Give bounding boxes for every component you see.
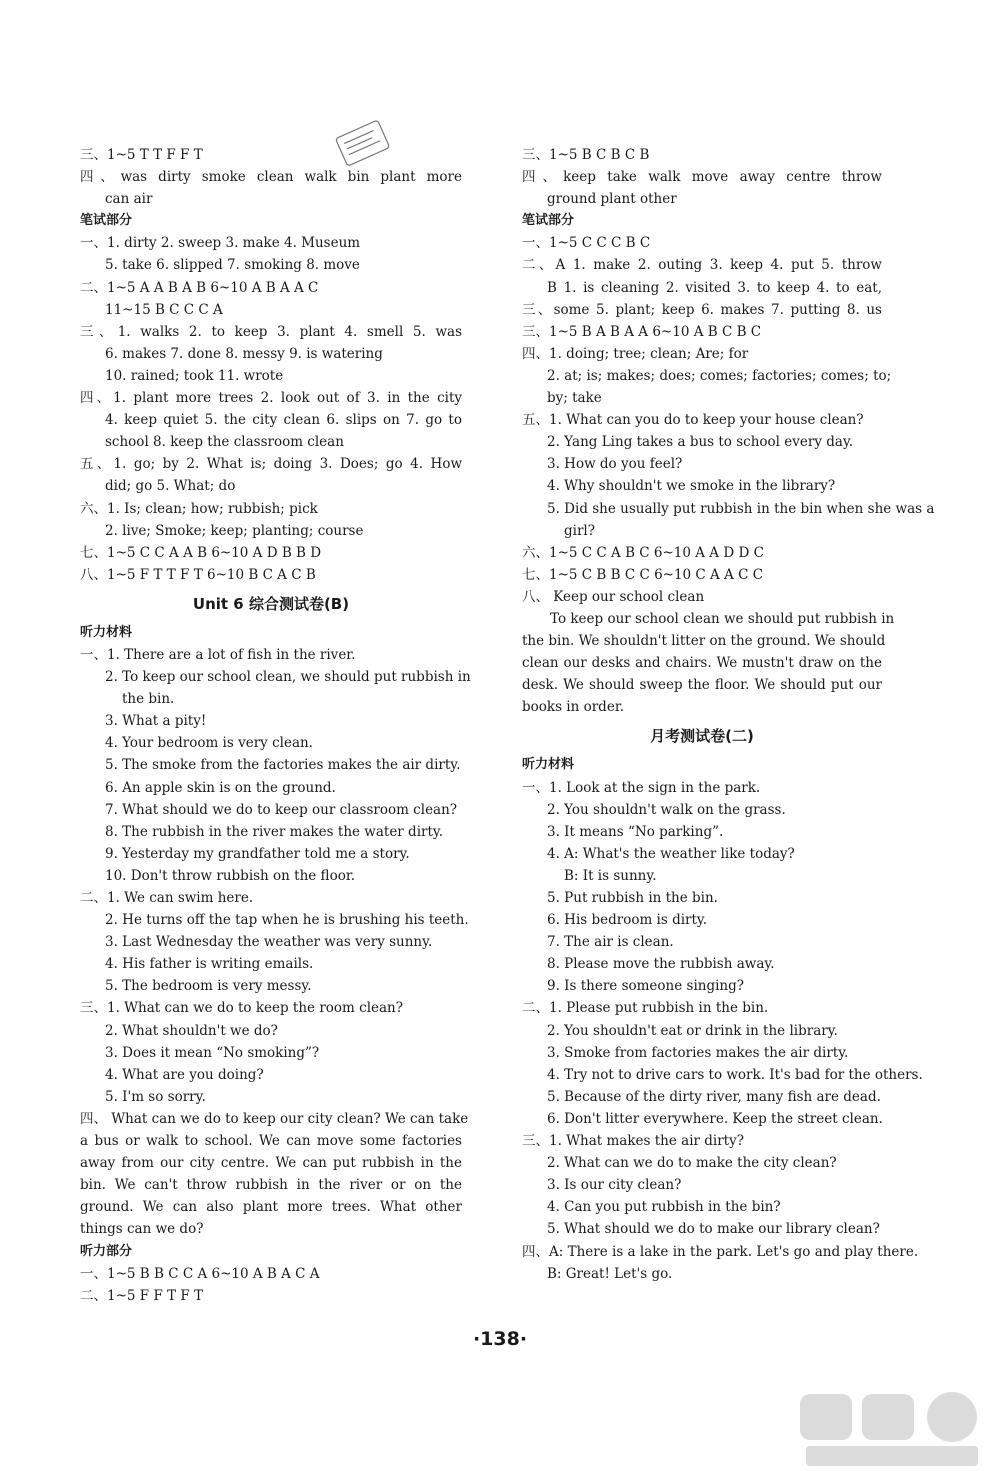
section-heading: 听力材料 bbox=[522, 757, 575, 773]
answer-line: the bin. We shouldn't litter on the ground. We should bbox=[522, 633, 886, 650]
answer-line: things can we do? bbox=[80, 1221, 204, 1238]
answer-line: 4. A: What's the weather like today? bbox=[547, 845, 795, 862]
answer-line: 9. Is there someone singing? bbox=[547, 978, 744, 995]
answer-line: 一、1~5 C C C B C bbox=[522, 235, 651, 252]
section-heading: 听力材料 bbox=[80, 624, 133, 640]
answer-line: 5. The bedroom is very messy. bbox=[105, 978, 312, 995]
answer-line: 6. An apple skin is on the ground. bbox=[105, 779, 336, 796]
section-title: Unit 6 综合测试卷(B) bbox=[192, 594, 350, 613]
answer-line: 一、1. Look at the sign in the park. bbox=[522, 779, 761, 796]
answer-line: 四、keep take walk move away centre throw bbox=[522, 169, 882, 186]
answer-line: 五、1. What can you do to keep your house clean? bbox=[522, 412, 864, 429]
answer-line: 3. Is our city clean? bbox=[547, 1177, 682, 1194]
answer-line: 七、1~5 C B B C C 6~10 C A A C C bbox=[522, 566, 764, 583]
answer-line: B 1. is cleaning 2. visited 3. to keep 4. to eat, bbox=[547, 279, 882, 296]
answer-line: 三、1~5 T T F F T bbox=[80, 147, 203, 163]
answer-line: 四、A: There is a lake in the park. Let's go and play there. bbox=[522, 1243, 919, 1260]
answer-line: 2. What shouldn't we do? bbox=[105, 1022, 278, 1039]
answer-line: 二、1~5 F F T F T bbox=[80, 1287, 204, 1304]
answer-line: a bus or walk to school. We can move some factories bbox=[80, 1133, 462, 1150]
section-heading: 听力部分 bbox=[80, 1243, 133, 1259]
answer-line: 四、1. doing; tree; clean; Are; for bbox=[522, 345, 749, 362]
answer-line: 3. How do you feel? bbox=[547, 456, 683, 473]
stamp-image bbox=[330, 118, 396, 170]
answer-line: 10. rained; took 11. wrote bbox=[105, 367, 284, 384]
answer-line: 5. I'm so sorry. bbox=[105, 1088, 206, 1105]
answer-line: 2. Yang Ling takes a bus to school every day. bbox=[547, 434, 854, 451]
answer-line: 7. The air is clean. bbox=[547, 934, 674, 951]
answer-line: 3. It means “No parking”. bbox=[547, 823, 724, 840]
answer-line: 9. Yesterday my grandfather told me a story. bbox=[105, 845, 410, 862]
answer-line: bin. We can't throw rubbish in the river or on the bbox=[80, 1177, 462, 1194]
answer-line: 3. Smoke from factories makes the air dirty. bbox=[547, 1044, 849, 1061]
answer-line: 4. Your bedroom is very clean. bbox=[105, 735, 313, 752]
left-column bbox=[80, 144, 471, 1307]
answer-line: 4. keep quiet 5. the city clean 6. slips on 7. go to bbox=[105, 412, 462, 429]
answer-line: 4. Why shouldn't we smoke in the library? bbox=[547, 478, 836, 495]
answer-line: 2. He turns off the tap when he is brushing his teeth. bbox=[105, 912, 469, 929]
answer-line: 5. take 6. slipped 7. smoking 8. move bbox=[105, 257, 360, 274]
answer-line: 11~15 B C C C A bbox=[105, 301, 223, 318]
answer-line: 6. His bedroom is dirty. bbox=[547, 912, 708, 929]
answer-line: 四、 What can we do to keep our city clean? We can take bbox=[80, 1110, 469, 1127]
right-column bbox=[522, 144, 935, 1285]
answer-line: 3. Does it mean “No smoking”? bbox=[105, 1044, 320, 1061]
answer-line: 四、was dirty smoke clean walk bin plant more bbox=[80, 169, 462, 186]
answer-line: by; take bbox=[547, 390, 602, 407]
answer-line: ground. We can also plant more trees. What other bbox=[80, 1199, 462, 1216]
answer-line: 5. Put rubbish in the bin. bbox=[547, 890, 718, 906]
answer-line: away from our city centre. We can put rubbish in the bbox=[80, 1155, 462, 1172]
answer-line: 二、1~5 A A B A B 6~10 A B A A C bbox=[80, 279, 319, 296]
answer-line: 8. The rubbish in the river makes the water dirty. bbox=[105, 823, 444, 840]
answer-line: 2. at; is; makes; does; comes; factories; comes; to; bbox=[547, 367, 892, 384]
section-heading: 笔试部分 bbox=[80, 213, 133, 229]
answer-line: 三、1~5 B A B A A 6~10 A B C B C bbox=[522, 323, 762, 340]
answer-line: 一、1. There are a lot of fish in the river. bbox=[80, 646, 356, 663]
page-number: ·138· bbox=[472, 1328, 528, 1350]
answer-line: 5. Because of the dirty river, many fish are dead. bbox=[547, 1088, 881, 1105]
answer-line: can air bbox=[105, 191, 153, 208]
answer-line: 一、1~5 B B C C A 6~10 A B A C A bbox=[80, 1265, 320, 1282]
answer-line: 四、1. plant more trees 2. look out of 3. in the city bbox=[80, 390, 462, 407]
answer-line: B: Great! Let's go. bbox=[547, 1265, 673, 1282]
answer-line: 二、1. We can swim here. bbox=[80, 890, 254, 906]
answer-line: 三、1. What makes the air dirty? bbox=[522, 1133, 744, 1150]
answer-line: 七、1~5 C C A A B 6~10 A D B B D bbox=[80, 544, 322, 561]
answer-line: 五、1. go; by 2. What is; doing 3. Does; go 4. How bbox=[80, 456, 462, 473]
answer-line: desk. We should sweep the floor. We should put our bbox=[522, 677, 882, 694]
answer-line: 六、1. Is; clean; how; rubbish; pick bbox=[80, 500, 318, 517]
answer-line: 2. You shouldn't eat or drink in the library. bbox=[547, 1022, 838, 1039]
answer-line: 6. makes 7. done 8. messy 9. is watering bbox=[105, 345, 383, 362]
answer-line: 八、 Keep our school clean bbox=[522, 588, 705, 605]
answer-line: 10. Don't throw rubbish on the floor. bbox=[105, 867, 356, 884]
answer-line: did; go 5. What; do bbox=[105, 478, 236, 495]
answer-line: 二、1. Please put rubbish in the bin. bbox=[522, 1000, 769, 1017]
watermark-logo bbox=[796, 1390, 988, 1470]
answer-line: 八、1~5 F T T F T 6~10 B C A C B bbox=[80, 566, 316, 583]
answer-line: 5. The smoke from the factories makes the air dirty. bbox=[105, 757, 461, 774]
answer-line: 三、some 5. plant; keep 6. makes 7. putting 8. us bbox=[522, 301, 882, 318]
answer-line: To keep our school clean we should put rubbish in bbox=[550, 610, 895, 627]
answer-line: 4. What are you doing? bbox=[105, 1066, 264, 1083]
answer-line: 2. You shouldn't walk on the grass. bbox=[547, 801, 786, 818]
answer-line: 8. Please move the rubbish away. bbox=[547, 956, 775, 973]
answer-line: 3. What a pity! bbox=[105, 713, 207, 730]
answer-line: 二、A 1. make 2. outing 3. keep 4. put 5. throw bbox=[522, 257, 882, 274]
answer-line: the bin. bbox=[122, 691, 175, 708]
answer-line: 7. What should we do to keep our classroom clean? bbox=[105, 801, 458, 818]
answer-line: 2. What can we do to make the city clean? bbox=[547, 1155, 837, 1172]
answer-line: ground plant other bbox=[547, 191, 677, 208]
answer-line: 5. Did she usually put rubbish in the bin when she was a bbox=[547, 500, 935, 517]
answer-line: B: It is sunny. bbox=[564, 867, 657, 884]
answer-line: 4. His father is writing emails. bbox=[105, 956, 314, 973]
section-heading: 笔试部分 bbox=[522, 213, 575, 229]
answer-line: girl? bbox=[564, 522, 595, 539]
answer-line: 一、1. dirty 2. sweep 3. make 4. Museum bbox=[80, 235, 361, 252]
answer-line: 六、1~5 C C A B C 6~10 A A D D C bbox=[522, 544, 764, 561]
answer-line: 3. Last Wednesday the weather was very sunny. bbox=[105, 934, 433, 951]
section-title: 月考测试卷(二) bbox=[650, 727, 754, 746]
answer-line: 三、1. What can we do to keep the room clean? bbox=[80, 1000, 403, 1017]
answer-line: 三、1~5 B C B C B bbox=[522, 147, 650, 163]
answer-line: 2. To keep our school clean, we should put rubbish in bbox=[105, 669, 471, 686]
answer-line: 6. Don't litter everywhere. Keep the street clean. bbox=[547, 1110, 883, 1127]
answer-line: school 8. keep the classroom clean bbox=[105, 434, 344, 451]
answer-line: books in order. bbox=[522, 699, 625, 716]
answer-line: 2. live; Smoke; keep; planting; course bbox=[105, 522, 364, 539]
answer-line: 4. Can you put rubbish in the bin? bbox=[547, 1199, 781, 1216]
answer-line: 5. What should we do to make our library clean? bbox=[547, 1221, 880, 1238]
answer-line: 4. Try not to drive cars to work. It's bad for the others. bbox=[547, 1066, 923, 1083]
answer-line: clean our desks and chairs. We mustn't draw on the bbox=[522, 655, 882, 672]
answer-line: 三、1. walks 2. to keep 3. plant 4. smell 5. was bbox=[80, 323, 462, 340]
